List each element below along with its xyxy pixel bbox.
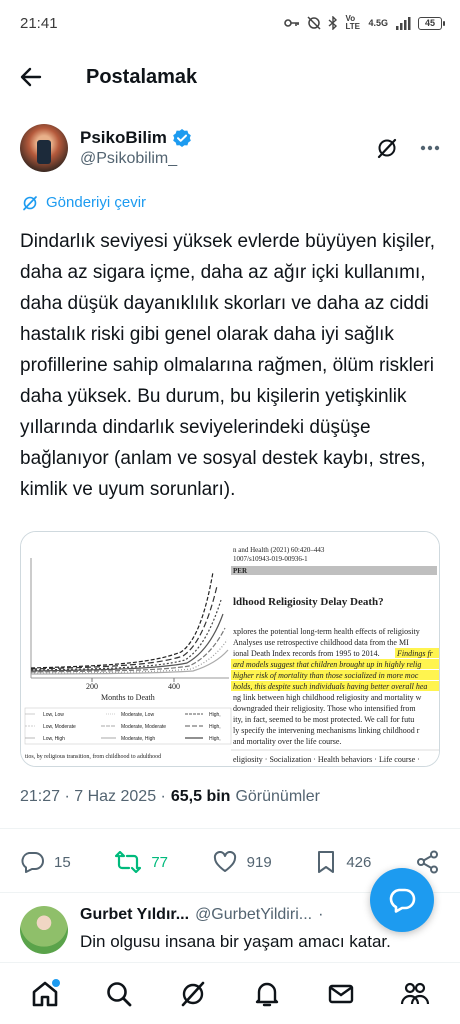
tweet-actions xyxy=(20,846,440,878)
abstract-highlight-start: Findings fr xyxy=(397,649,433,658)
tweet-media[interactable] xyxy=(20,531,440,767)
signal-icon xyxy=(395,17,411,30)
grok-icon[interactable] xyxy=(376,137,398,159)
abstract-line-5: higher risk of mortality than those socialized in more moc xyxy=(233,671,419,680)
repost-count: 77 xyxy=(151,853,169,871)
views-count: 65,5 bin xyxy=(170,788,231,805)
status-icons xyxy=(284,15,442,31)
reply-handle[interactable]: @GurbetYildiri... xyxy=(195,906,313,923)
reply-text: Din olgusu insana bir yaşam amacı katar. xyxy=(80,932,391,951)
legend-high-2: High, xyxy=(209,724,221,730)
reply-avatar[interactable] xyxy=(20,906,68,954)
tweet-text: Dindarlık seviyesi yüksek evlerde büyüyen kişiler, daha az sigara içme, daha az ağır içki kullanımı, daha düşük dayanıklılık skorları ve daha az ciddi hastalık riski gibi genel olarak daha iyi sağlık profillerine sahip olmalarına rağmen, ölüm riskleri daha yüksek. Bu durum, bu kişilerin yetişkinlik yıllarında dindarlık seviyelerindeki düşüşe bağlanıyor (anlam ve sosyal destek kaybı, stres, kimlik ve uyum sorunları). xyxy=(20,231,436,500)
chat-bubble-icon xyxy=(387,885,417,915)
battery-icon: 45 xyxy=(418,17,442,30)
mail-icon xyxy=(327,980,355,1008)
status-bar xyxy=(0,0,460,46)
reply-count: 15 xyxy=(54,853,71,871)
nav-communities[interactable] xyxy=(395,974,435,1014)
abstract-line-6: holds, this despite such individuals having better overall hea xyxy=(233,682,428,691)
share-icon xyxy=(416,850,440,874)
author-actions xyxy=(376,137,440,159)
paper-keywords: eligiosity · Socialization · Health behaviors · Life course · xyxy=(233,755,420,764)
media-image xyxy=(21,532,440,767)
x-tick-200: 200 xyxy=(86,682,98,691)
nav-notifications[interactable] xyxy=(247,974,287,1014)
reply-icon xyxy=(20,851,44,873)
paper-journal: n and Health (2021) 60:420–443 xyxy=(233,546,325,554)
reply-button[interactable] xyxy=(20,851,71,873)
legend-low-moderate: Low, Moderate xyxy=(43,724,76,730)
paper-title: ldhood Religiosity Delay Death? xyxy=(233,596,384,608)
abstract-line-2: Analyses use retrospective childhood data from the MI xyxy=(233,638,409,647)
heart-icon xyxy=(213,851,237,873)
translate-label: Gönderiyi çevir xyxy=(46,194,147,211)
legend-low-low: Low, Low xyxy=(43,712,64,718)
legend-moderate-high: Moderate, High xyxy=(121,736,156,742)
bell-icon xyxy=(253,980,281,1008)
repost-icon xyxy=(115,851,141,873)
abstract-line-11: and mortality over the life course. xyxy=(233,737,342,746)
reply-name[interactable]: Gurbet Yıldır... xyxy=(80,906,190,923)
author-avatar[interactable] xyxy=(20,124,68,172)
network-label: 4.5G xyxy=(368,18,388,28)
views-label: Görünümler xyxy=(235,788,320,805)
x-axis-label: Months to Death xyxy=(101,693,155,702)
author-row xyxy=(20,122,440,174)
legend-high-1: High, xyxy=(209,712,221,718)
verified-badge-icon xyxy=(172,128,192,148)
abstract-line-1: xplores the potential long-term health effects of religiosity xyxy=(233,627,420,636)
divider xyxy=(0,828,460,829)
more-options-icon[interactable] xyxy=(420,145,440,151)
abstract-line-8: downgraded their religiosity. Those who intensified from xyxy=(233,704,416,713)
home-notification-dot xyxy=(52,979,60,987)
grok-translate-icon xyxy=(22,195,38,211)
like-count: 919 xyxy=(246,853,272,871)
bluetooth-icon xyxy=(328,16,338,30)
nav-home[interactable] xyxy=(25,974,65,1014)
tweet-time-date: 21:27 · 7 Haz 2025 · xyxy=(20,788,166,805)
chart-caption: tios, by religious transition, from childhood to adulthood xyxy=(25,754,162,760)
abstract-line-3: ional Death Index records from 1995 to 2014. xyxy=(233,649,380,658)
reply-dot: · xyxy=(318,906,324,923)
nav-grok[interactable] xyxy=(173,974,213,1014)
bookmark-icon xyxy=(316,850,336,874)
bottom-nav xyxy=(0,962,460,1024)
legend-high-3: High, xyxy=(209,736,221,742)
search-icon xyxy=(105,980,133,1008)
tweet-meta xyxy=(20,788,320,806)
author-name[interactable] xyxy=(80,128,192,148)
bookmark-count: 426 xyxy=(346,853,372,871)
people-icon xyxy=(400,980,430,1008)
share-button[interactable] xyxy=(416,850,440,874)
legend-moderate-low: Moderate, Low xyxy=(121,712,155,718)
paper-tag: PER xyxy=(233,567,247,575)
x-tick-400: 400 xyxy=(168,682,180,691)
translate-link[interactable] xyxy=(22,194,146,211)
abstract-line-10: ly specify the intervening mechanisms linking childhood r xyxy=(233,726,420,735)
volte-label: Vo LTE xyxy=(345,14,360,31)
arrow-left-icon xyxy=(20,66,42,88)
abstract-line-4: ard models suggest that children brought up in highly relig xyxy=(233,660,422,669)
abstract-line-7: ng link between high childhood religiosity and mortality w xyxy=(233,693,422,702)
author-names xyxy=(80,128,192,168)
post-header xyxy=(0,50,460,104)
author-handle[interactable]: @Psikobilim_ xyxy=(80,150,178,167)
nav-messages[interactable] xyxy=(321,974,361,1014)
compose-reply-button[interactable] xyxy=(370,868,434,932)
like-button[interactable] xyxy=(213,851,272,873)
repost-button[interactable] xyxy=(115,851,168,873)
legend-low-high: Low, High xyxy=(43,736,65,742)
legend-moderate-moderate: Moderate, Moderate xyxy=(121,724,167,730)
page-title: Postalamak xyxy=(86,65,198,88)
abstract-line-9: ity, in fact, seemed to be most protected. We call for futu xyxy=(233,715,415,724)
status-time: 21:41 xyxy=(20,14,58,32)
key-icon xyxy=(284,17,300,29)
bookmark-button[interactable] xyxy=(316,850,371,874)
author-name-text: PsikoBilim xyxy=(80,128,167,147)
paper-doi: 1007/s10943-019-00936-1 xyxy=(233,555,308,563)
nav-search[interactable] xyxy=(99,974,139,1014)
grok-nav-icon xyxy=(179,980,207,1008)
back-button[interactable] xyxy=(20,65,44,89)
alarm-off-icon xyxy=(307,16,321,30)
